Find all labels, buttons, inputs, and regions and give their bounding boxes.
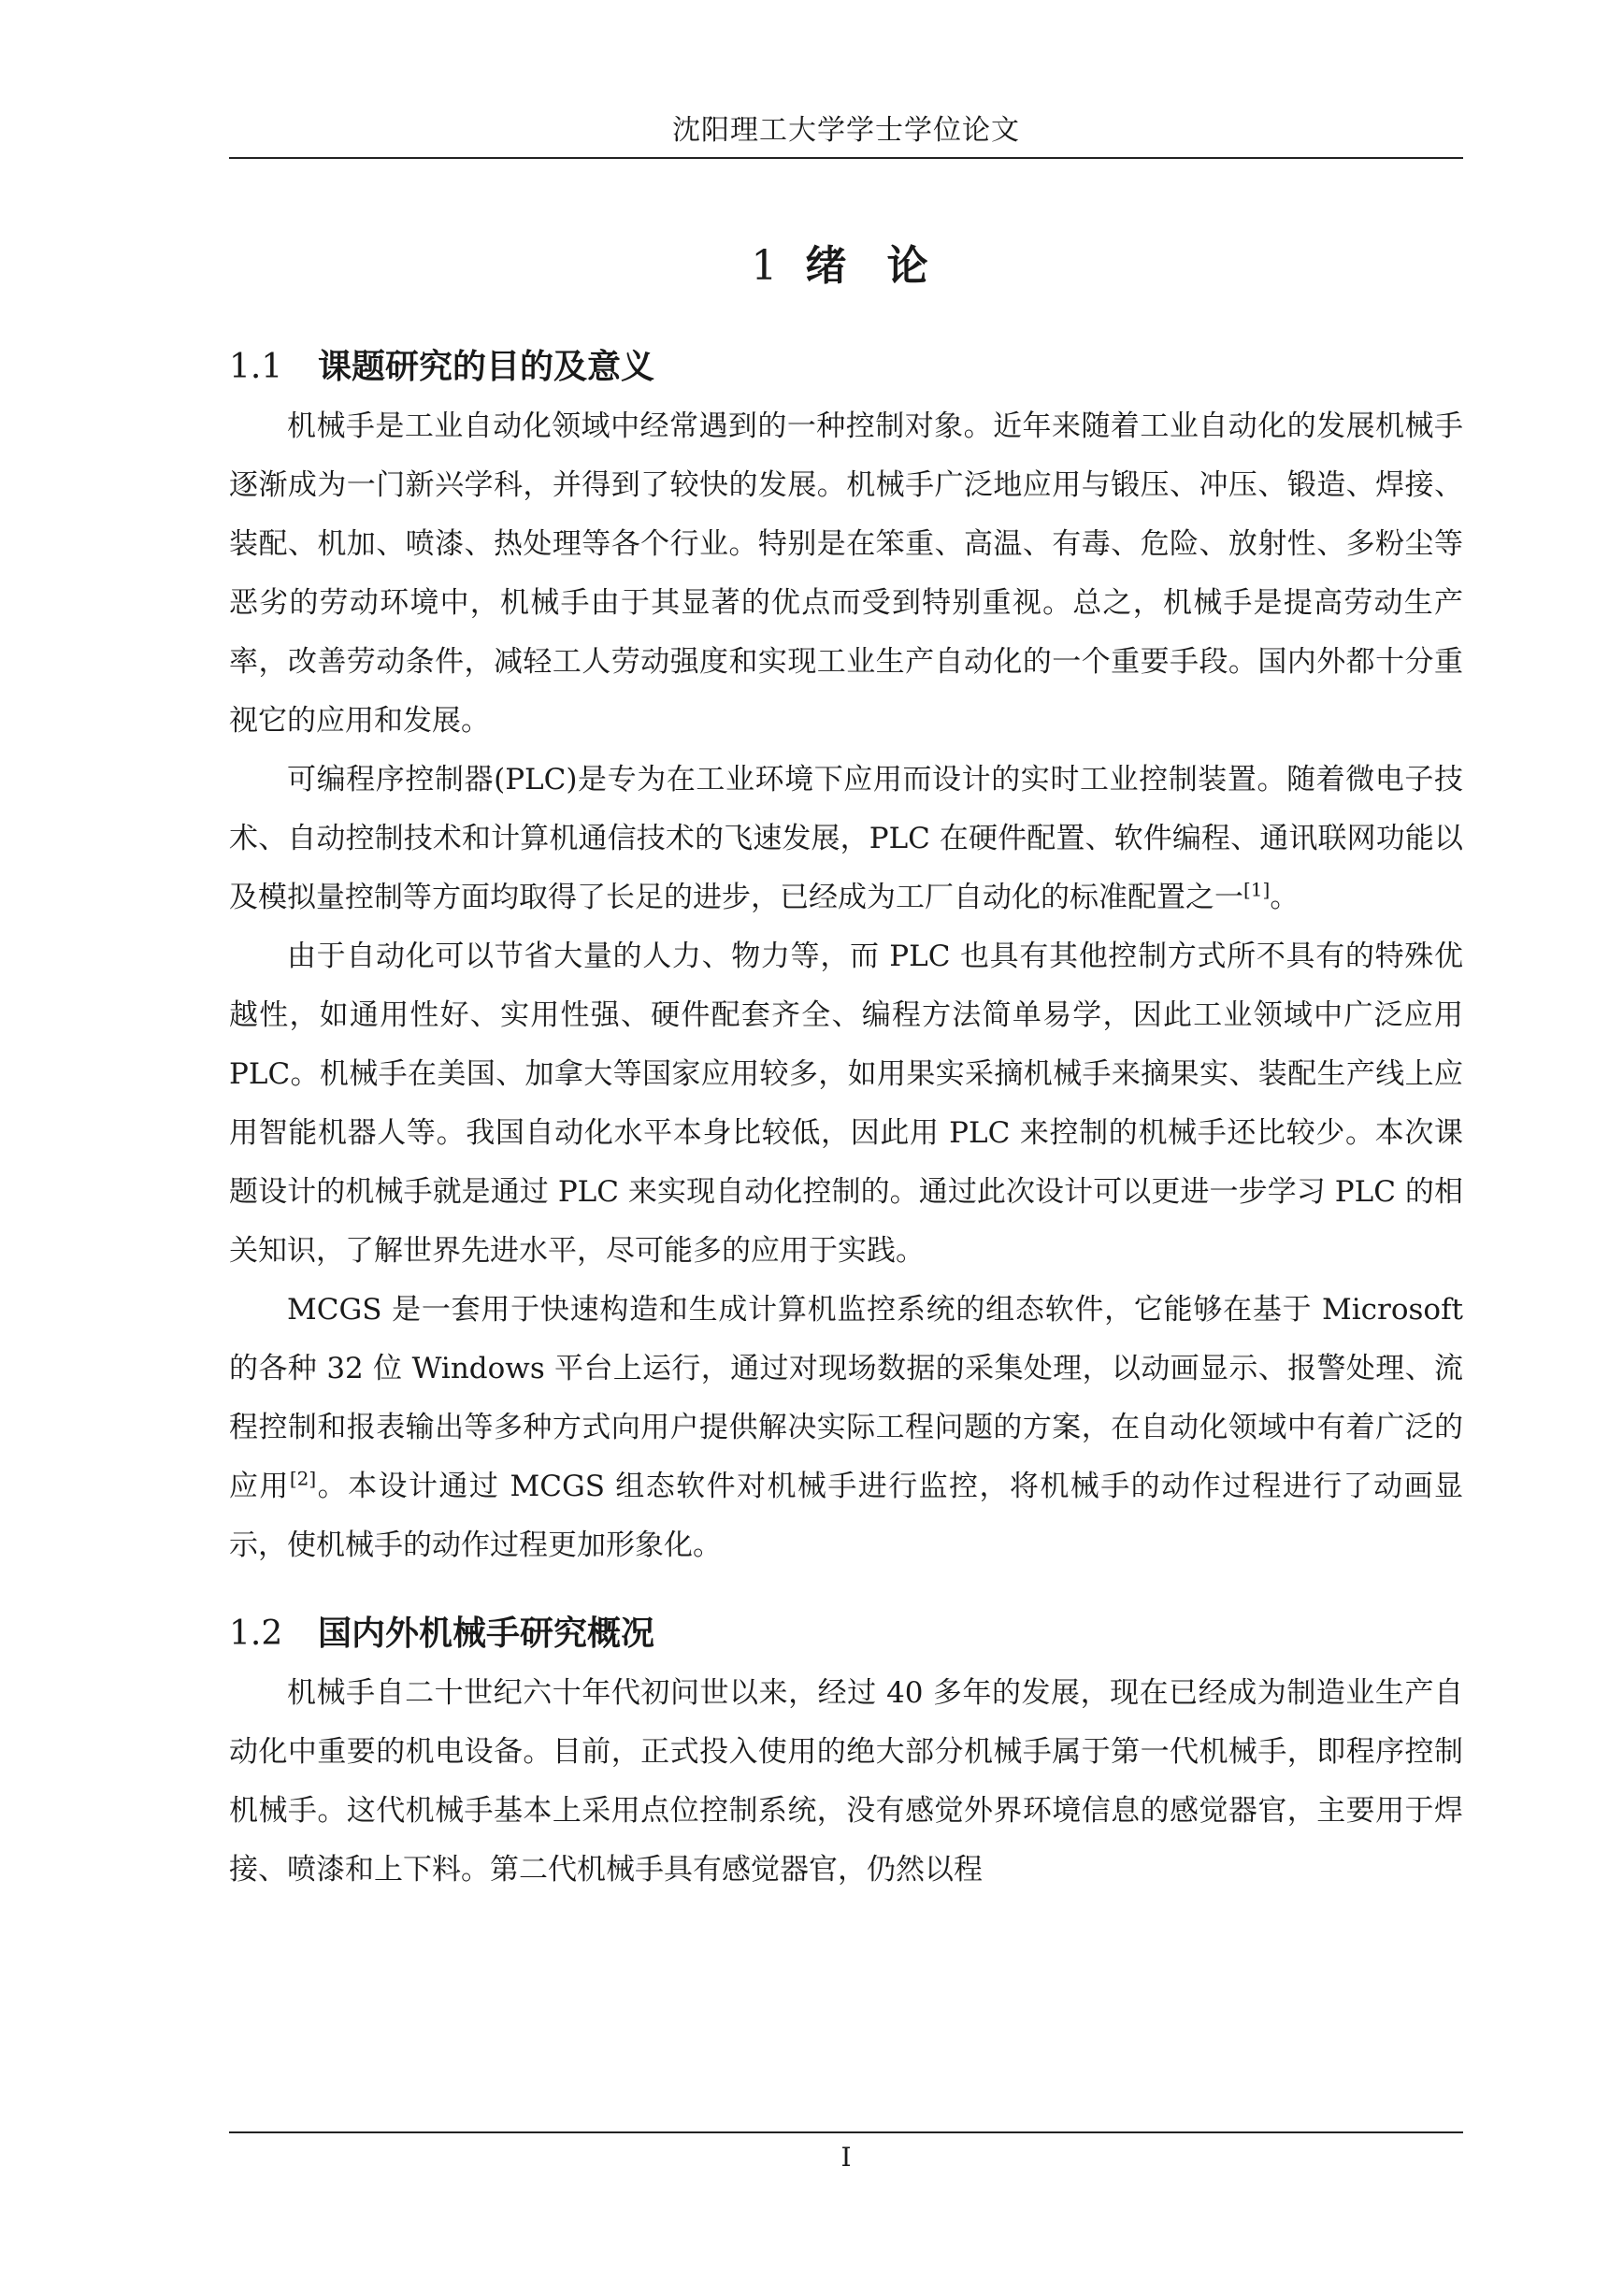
paragraph-text: 可编程序控制器(PLC)是专为在工业环境下应用而设计的实时工业控制装置。随着微电子技术、自动控制技术和计算机通信技术的飞速发展，PLC 在硬件配置、软件编程、通讯联网功能以及模拟量控制等方面均取得了长足的进步，已经成为工厂自动化的标准配置之一 bbox=[229, 763, 1463, 914]
section-title: 课题研究的目的及意义 bbox=[318, 347, 655, 386]
paragraph bbox=[229, 1281, 1463, 1575]
paragraph-text-continued: 。本设计通过 MCGS 组态软件对机械手进行监控，将机械手的动作过程进行了动画显示，使机械手的动作过程更加形象化。 bbox=[229, 1470, 1464, 1562]
header-rule bbox=[229, 157, 1463, 159]
chapter-heading-text: 绪 论 bbox=[805, 242, 941, 290]
section-title: 国内外机械手研究概况 bbox=[318, 1614, 655, 1653]
section-heading-1-2 bbox=[229, 1603, 1463, 1664]
section-number: 1.1 bbox=[229, 348, 283, 386]
footer-rule bbox=[229, 2131, 1463, 2133]
paragraph-text: MCGS 是一套用于快速构造和生成计算机监控系统的组态软件，它能够在基于 Microsoft 的各种 32 位 Windows 平台上运行，通过对现场数据的采集处理，以动画显示、报警处理、流程控制和报表输出等多种方式向用户提供解决实际工程问题的方案，在自动化领域中有着广泛的应用 bbox=[229, 1293, 1463, 1503]
body-text bbox=[229, 337, 1463, 1900]
page-number: I bbox=[840, 2142, 852, 2173]
running-header: 沈阳理工大学学士学位论文 bbox=[672, 114, 1020, 147]
citation-ref: [1] bbox=[1243, 878, 1271, 901]
paragraph: 机械手是工业自动化领域中经常遇到的一种控制对象。近年来随着工业自动化的发展机械手逐渐成为一门新兴学科，并得到了较快的发展。机械手广泛地应用与锻压、冲压、锻造、焊接、装配、机加、喷漆、热处理等各个行业。特别是在笨重、高温、有毒、危险、放射性、多粉尘等恶劣的劳动环境中，机械手由于其显著的优点而受到特别重视。总之，机械手是提高劳动生产率，改善劳动条件，减轻工人劳动强度和实现工业生产自动化的一个重要手段。国内外都十分重视它的应用和发展。 bbox=[229, 409, 1463, 738]
chapter-title bbox=[229, 238, 1463, 294]
paragraph: 由于自动化可以节省大量的人力、物力等，而 PLC 也具有其他控制方式所不具有的特殊优越性，如通用性好、实用性强、硬件配套齐全、编程方法简单易学，因此工业领域中广泛应用 PLC。机械手在美国、加拿大等国家应用较多，如用果实采摘机械手来摘果实、装配生产线上应用智能机器人等。我国自动化水平本身比较低，因此用 PLC 来控制的机械手还比较少。本次课题设计的机械手就是通过 PLC 来实现自动化控制的。通过此次设计可以更进一步学习 PLC 的相关知识，了解世界先进水平，尽可能多的应用于实践。 bbox=[229, 940, 1463, 1268]
paragraph bbox=[229, 751, 1463, 927]
section-heading-1-1 bbox=[229, 337, 1463, 397]
section-number: 1.2 bbox=[229, 1614, 283, 1653]
paragraph: 机械手自二十世纪六十年代初问世以来，经过 40 多年的发展，现在已经成为制造业生产自动化中重要的机电设备。目前，正式投入使用的绝大部分机械手属于第一代机械手，即程序控制机械手。这代机械手基本上采用点位控制系统，没有感觉外界环境信息的感觉器官，主要用于焊接、喷漆和上下料。第二代机械手具有感觉器官，仍然以程 bbox=[229, 1676, 1463, 1887]
paragraph-tail: 。 bbox=[1270, 881, 1300, 914]
citation-ref: [2] bbox=[289, 1467, 317, 1490]
chapter-number: 1 bbox=[751, 242, 780, 290]
